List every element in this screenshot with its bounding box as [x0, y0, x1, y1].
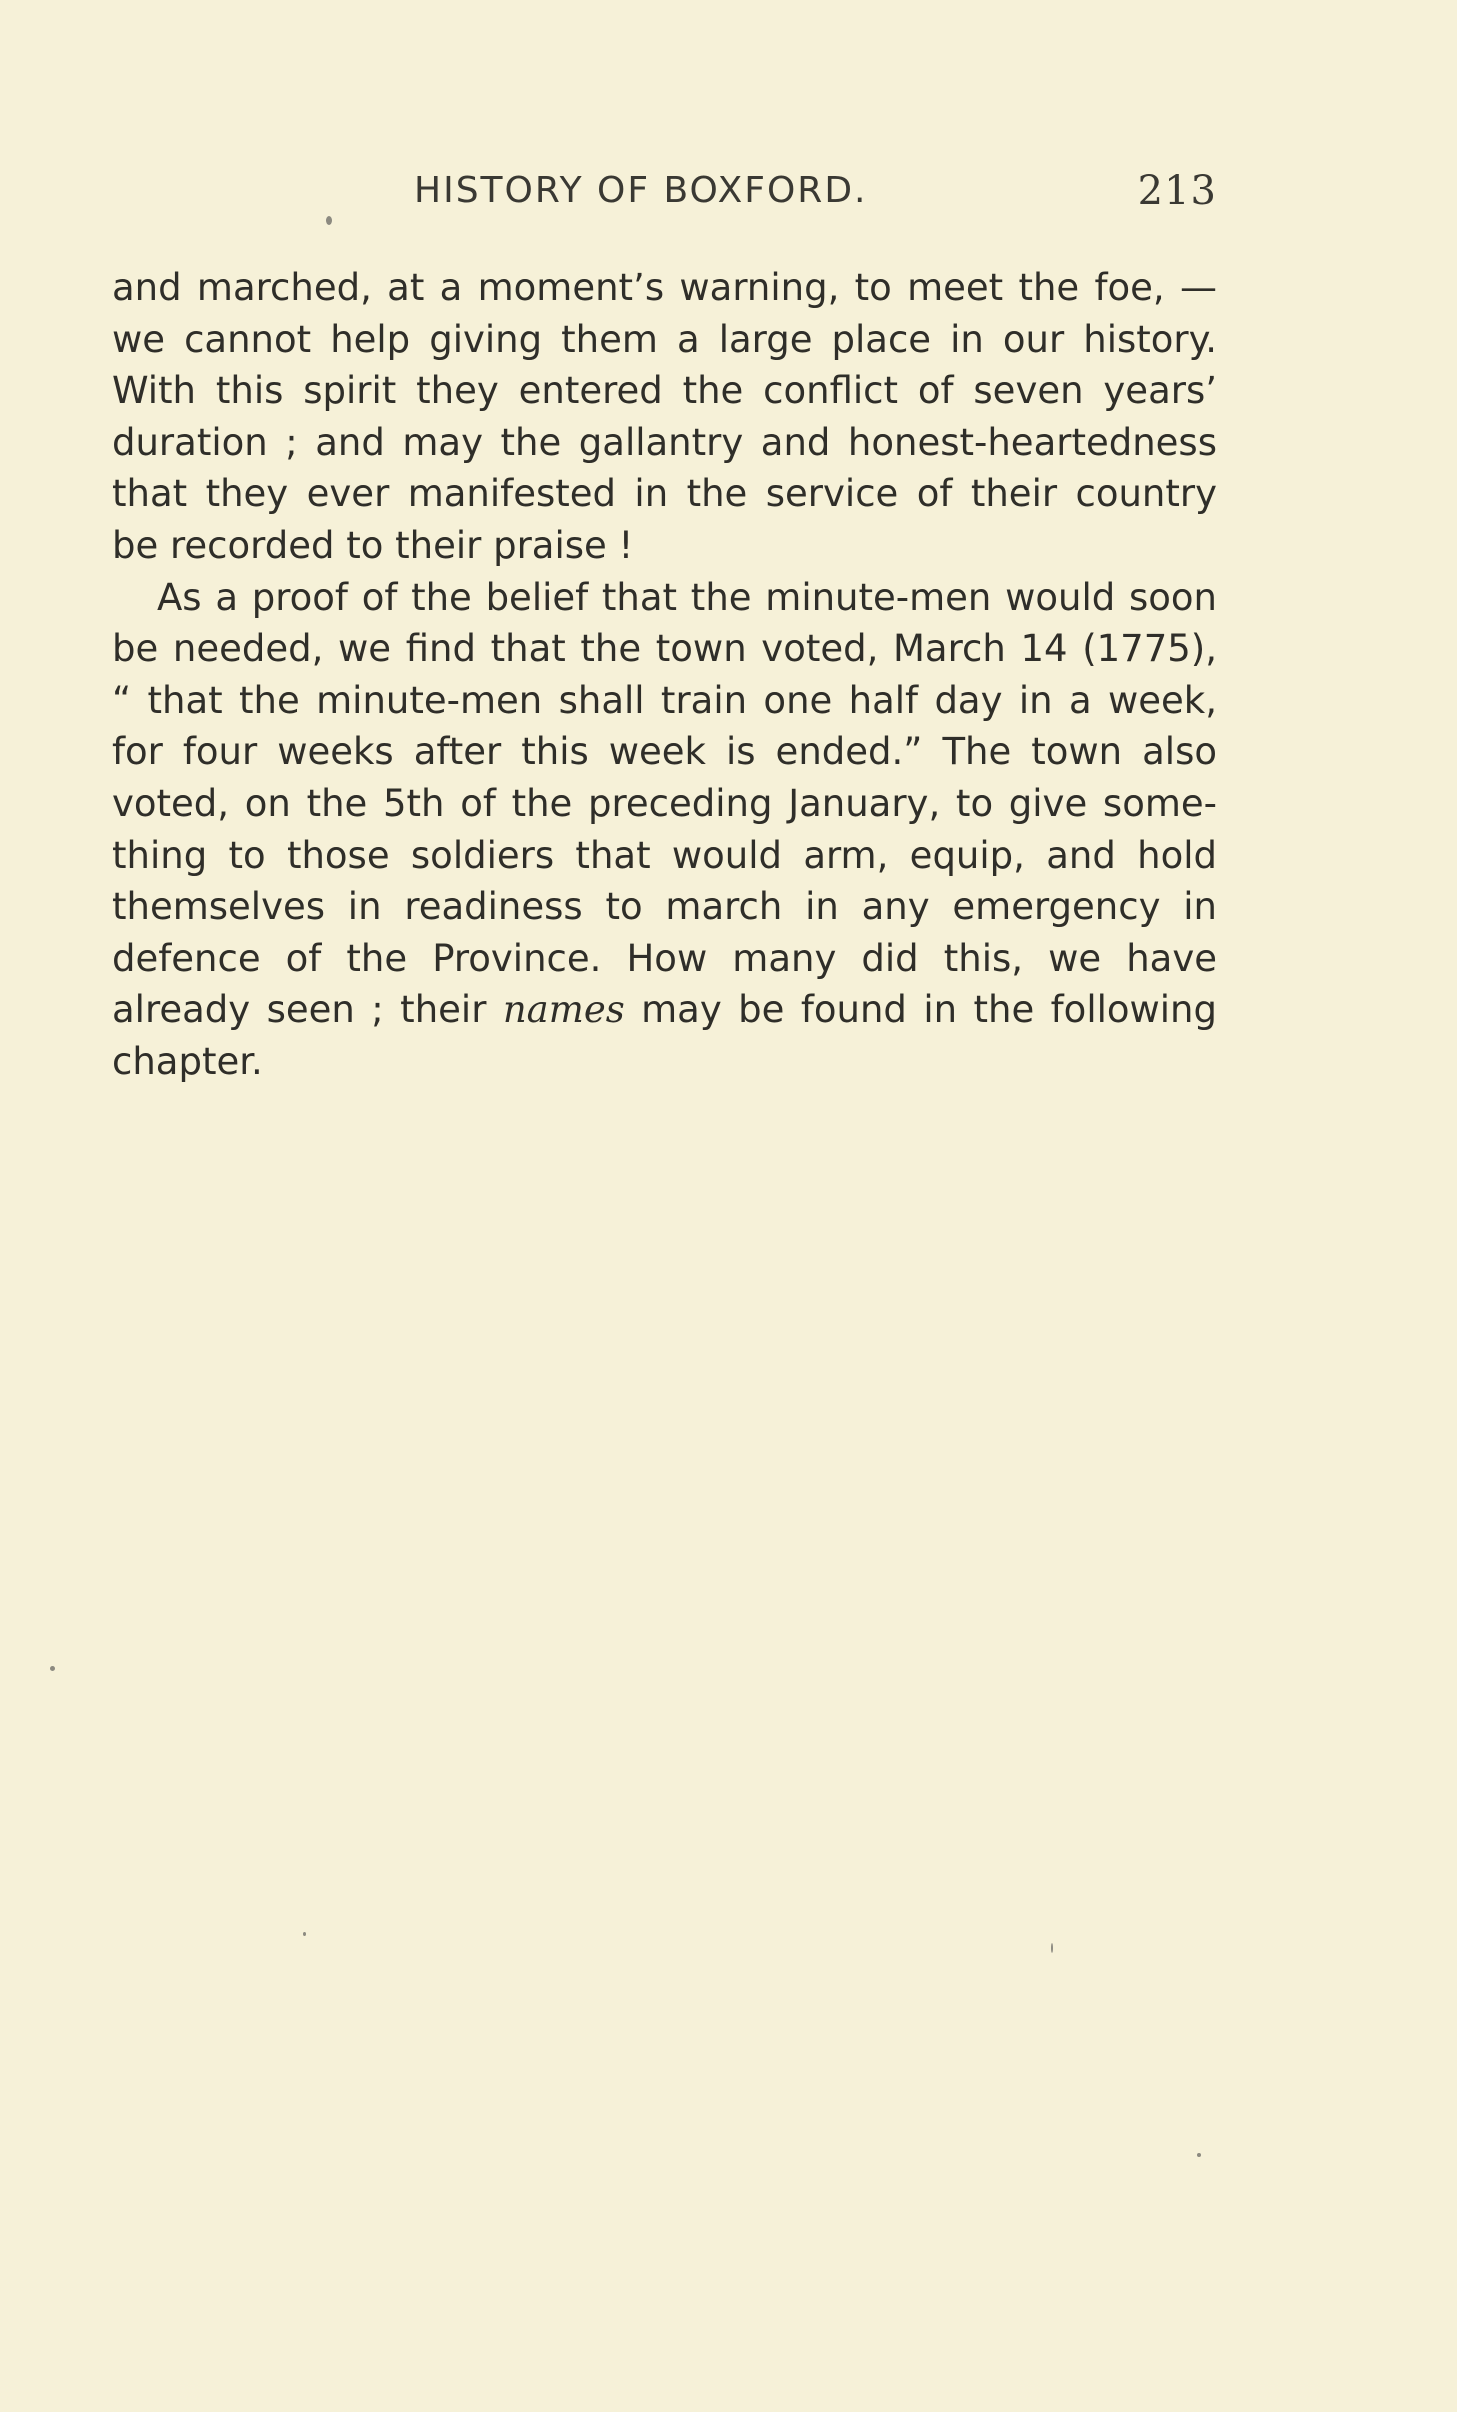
text-line: voted, on the 5th of the preceding January, to give some- — [112, 781, 1217, 825]
text-line: be recorded to their praise ! — [112, 523, 634, 567]
text-line: for four weeks after this week is ended.” The town also — [112, 730, 1217, 774]
page-header — [112, 170, 1217, 230]
text-line: thing to those soldiers that would arm, equip, and hold — [112, 833, 1217, 877]
paper-speck — [326, 216, 332, 225]
paragraph-2 — [112, 572, 1217, 1088]
running-head: HISTORY OF BOXFORD. — [414, 170, 868, 211]
text-line: defence of the Province. How many did this, we have — [112, 936, 1217, 980]
italic-word: names — [502, 988, 625, 1032]
paper-speck — [50, 1666, 55, 1671]
text-line: and marched, at a moment’s warning, to meet the foe, — — [112, 266, 1217, 309]
paper-speck — [1197, 2153, 1201, 2157]
paper-speck — [1051, 1943, 1053, 1953]
page-number: 213 — [1137, 168, 1217, 214]
body-text — [112, 262, 1217, 1088]
text-fragment: already seen ; their — [112, 988, 503, 1032]
text-line: chapter. — [112, 1039, 263, 1083]
text-fragment: may be found in the following — [624, 988, 1217, 1032]
text-line: With this spirit they entered the conflict of seven years’ — [112, 369, 1217, 413]
paper-speck — [303, 1932, 306, 1936]
text-line: duration ; and may the gallantry and honest-heartedness — [112, 420, 1217, 464]
paragraph-1 — [112, 262, 1217, 572]
text-line: “ that the minute-men shall train one half day in a week, — [112, 678, 1217, 722]
text-line — [112, 984, 1217, 1036]
text-line: themselves in readiness to march in any emergency in — [112, 885, 1217, 929]
text-line: we cannot help giving them a large place in our history. — [112, 317, 1217, 361]
text-line: be needed, we find that the town voted, March 14 (1775), — [112, 627, 1217, 671]
text-line: that they ever manifested in the service of their country — [112, 472, 1217, 516]
text-line: As a proof of the belief that the minute-men would soon — [157, 575, 1217, 619]
